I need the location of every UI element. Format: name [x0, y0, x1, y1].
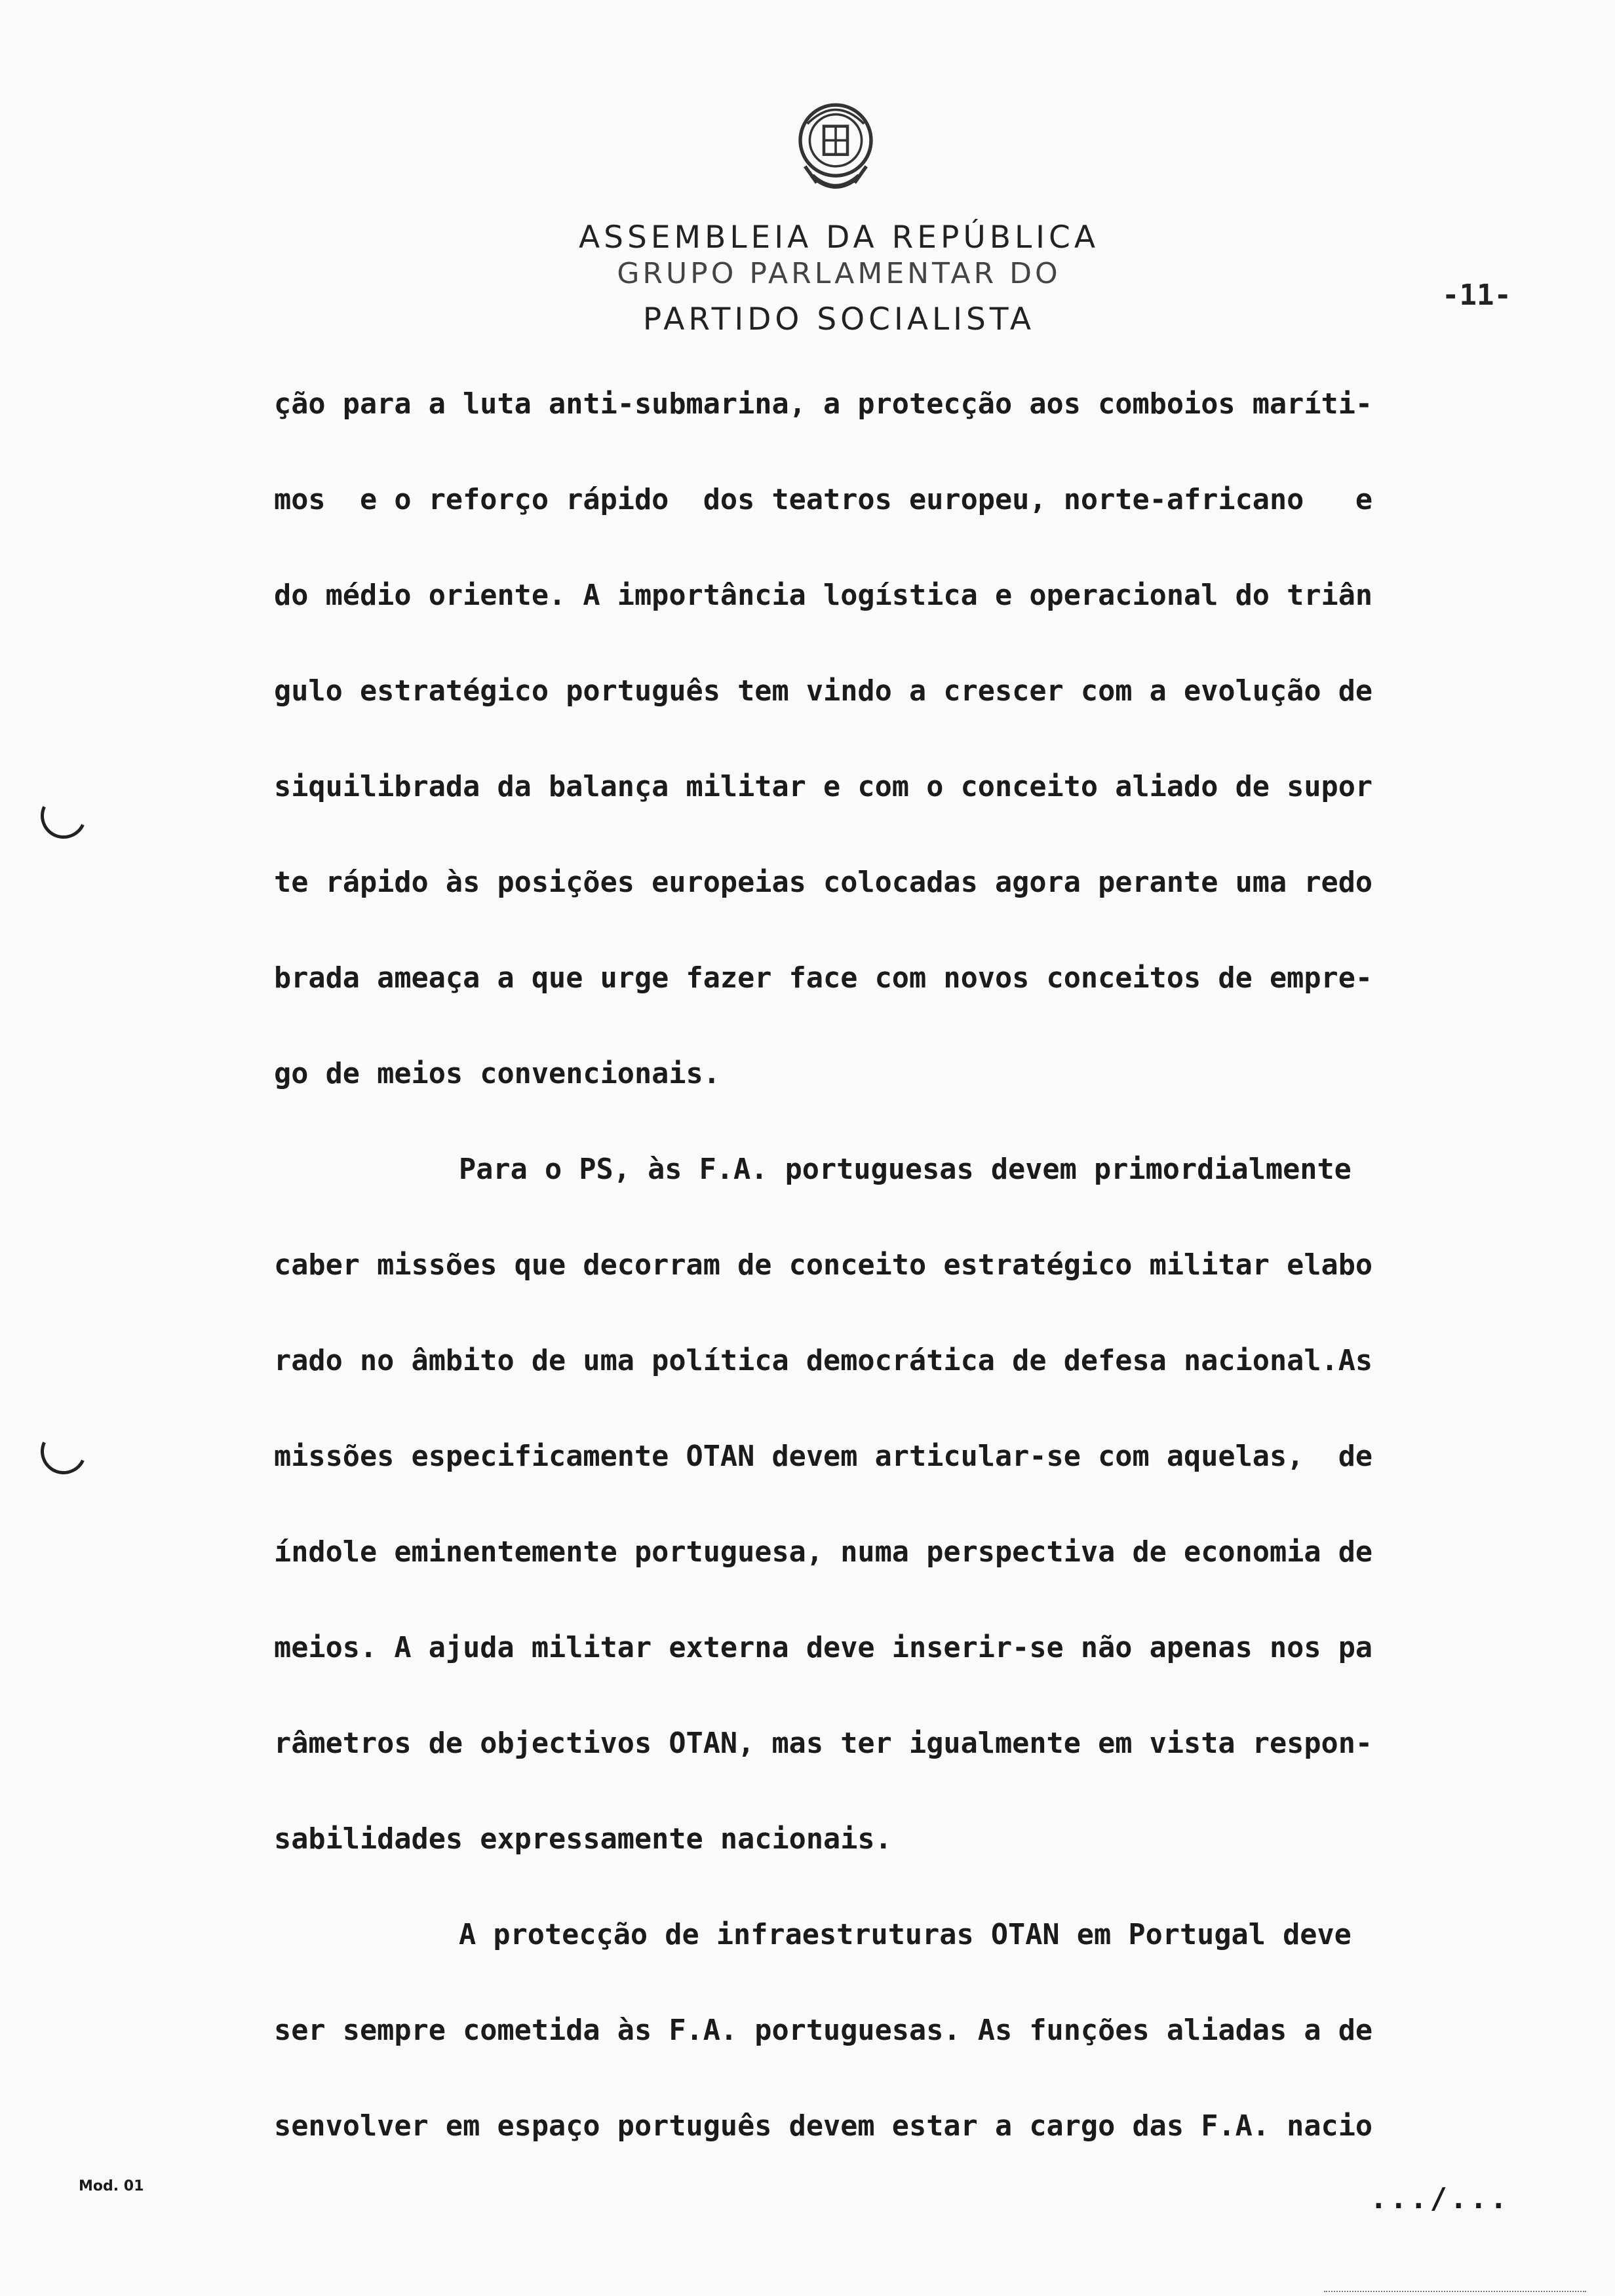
text-line: brada ameaça a que urge fazer face com novos conceitos de empre-: [274, 962, 1373, 995]
margin-arc-mark: [34, 1422, 93, 1481]
text-line: Para o PS, às F.A. portuguesas devem primordialmente: [459, 1153, 1352, 1186]
page-number: -11-: [1442, 278, 1511, 312]
text-line: do médio oriente. A importância logística e operacional do triân: [274, 579, 1373, 612]
assembly-name: ASSEMBLEIA DA REPÚBLICA: [579, 220, 1099, 256]
text-line: sabilidades expressamente nacionais.: [274, 1823, 892, 1856]
text-line: caber missões que decorram de conceito estratégico militar elabo: [274, 1249, 1373, 1282]
text-line: senvolver em espaço português devem estar a cargo das F.A. nacio: [274, 2110, 1373, 2143]
text-line: gulo estratégico português tem vindo a crescer com a evolução de: [274, 675, 1373, 708]
bottom-dotted-rule: [1324, 2291, 1586, 2293]
text-line: A protecção de infraestruturas OTAN em Portugal deve: [459, 1919, 1352, 1951]
text-line: meios. A ajuda militar externa deve inserir-se não apenas nos pa: [274, 1632, 1373, 1664]
text-line: ser sempre cometida às F.A. portuguesas. As funções aliadas a de: [274, 2014, 1373, 2047]
text-line: mos e o reforço rápido dos teatros europeu, norte-africano e: [274, 484, 1373, 516]
coat-of-arms-icon: [777, 88, 895, 206]
group-name: GRUPO PARLAMENTAR DO: [617, 257, 1061, 290]
text-line: índole eminentemente portuguesa, numa perspectiva de economia de: [274, 1536, 1373, 1569]
party-name: PARTIDO SOCIALISTA: [642, 301, 1036, 337]
form-code: Mod. 01: [79, 2178, 144, 2194]
text-line: te rápido às posições europeias colocadas agora perante uma redo: [274, 866, 1373, 899]
margin-arc-mark: [34, 786, 93, 845]
text-line: râmetros de objectivos OTAN, mas ter igualmente em vista respon-: [274, 1727, 1373, 1760]
text-line: go de meios convencionais.: [274, 1058, 720, 1090]
text-line: rado no âmbito de uma política democrática de defesa nacional.As: [274, 1345, 1373, 1377]
text-line: siquilibrada da balança militar e com o conceito aliado de supor: [274, 771, 1373, 803]
text-line: ção para a luta anti-submarina, a protecção aos comboios maríti-: [274, 388, 1373, 421]
continuation-mark: .../...: [1370, 2182, 1510, 2215]
text-line: missões especificamente OTAN devem articular-se com aquelas, de: [274, 1440, 1373, 1473]
